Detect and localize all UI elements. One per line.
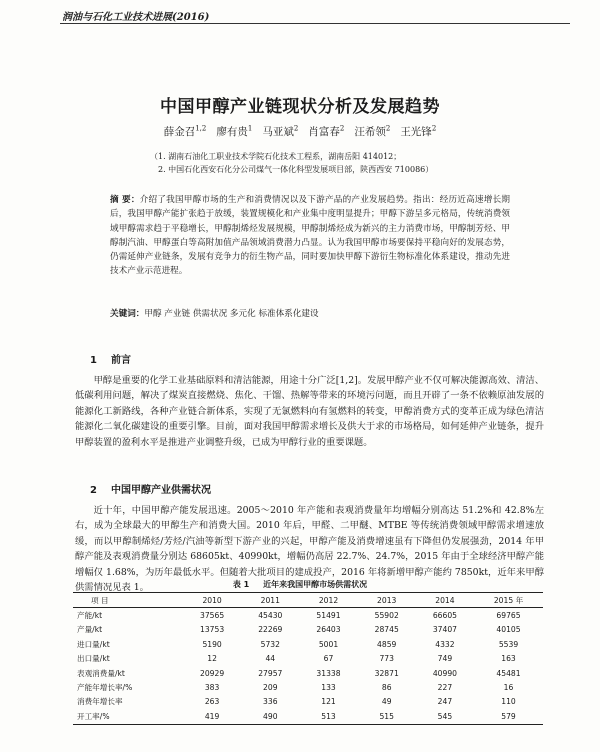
- table-cell: 86: [381, 683, 392, 693]
- affiliation-line: （1. 湖南石油化工职业技术学院石化技术工程系，湖南岳阳 414012；: [150, 152, 402, 161]
- running-head: 润油与石化工业技术进展(2016): [62, 12, 210, 23]
- supply-demand-table: [73, 592, 543, 725]
- table-cell: 40105: [496, 625, 521, 635]
- table-cell: 49: [381, 697, 392, 707]
- section-title: 前言: [110, 355, 131, 366]
- table-cell: 26403: [316, 625, 341, 635]
- table-cell: 67: [323, 654, 334, 664]
- table-cell: 336: [263, 697, 278, 707]
- section-paragraph: 甲醇是重要的化学工业基础原料和清洁能源，用途十分广泛[1,2]。发展甲醇产业不仅可解决能源高效、清洁、低碳利用问题，解决了煤炭直接燃烧、焦化、干馏、热解等带来的环境污问题，而且开辟了一条不依赖原油发展的能源化工新路线，各种产业链合新体系，实现了无氯燃料向有氢燃料的转变，甲醇消费方式的变革正成为绿色清洁能源化二氧化碳建设的重要引擎。目前，面对我国甲醇需求增长及供大于求的市场格局，如何延伸产业链条，提升甲醇装置的盈利水平是推进产业调整升级，已成为甲醇行业的重要课题。: [75, 375, 544, 448]
- row-label: 开工率/%: [77, 711, 110, 721]
- table-cell: 513: [321, 711, 336, 721]
- table-cell: 5539: [498, 639, 519, 649]
- table-cell: 13753: [200, 625, 225, 635]
- table-cell: 383: [204, 683, 220, 693]
- table-cell: 490: [263, 711, 278, 721]
- affiliations: [150, 150, 433, 176]
- table-cell: 45430: [258, 611, 283, 621]
- table-cell: 22269: [258, 625, 283, 635]
- table-cell: 110: [501, 697, 516, 707]
- column-header: 2013: [358, 593, 416, 608]
- table-cell: 28745: [374, 625, 399, 635]
- author-list: [0, 124, 600, 139]
- column-header: 2015 年: [474, 593, 543, 608]
- table-cell: 419: [204, 711, 220, 721]
- table-number: 表 1: [232, 580, 250, 589]
- section-number: 1: [90, 355, 97, 366]
- table-cell: 4859: [377, 639, 397, 649]
- table-cell: 5001: [318, 639, 339, 649]
- table-cell: 37407: [432, 625, 457, 635]
- section-heading: [90, 351, 131, 366]
- table-cell: 5732: [260, 639, 280, 649]
- table-cell: 44: [265, 654, 276, 664]
- table-cell: 45481: [496, 668, 521, 678]
- column-header: 2010: [183, 593, 241, 608]
- row-label: 产量/kt: [77, 625, 103, 635]
- affiliation-line: 2. 中国石化西安石化分公司煤气一体化科型发展项目部，陕西西安 710086）: [158, 165, 434, 174]
- table-cell: 40990: [432, 668, 457, 678]
- row-label: 产能年增长率/%: [77, 683, 133, 693]
- row-label: 产能/kt: [77, 611, 103, 621]
- abstract-label: 摘 要：: [110, 195, 140, 205]
- keywords-text: 甲醇 产业链 供需状况 多元化 标准体系化建设: [144, 309, 319, 319]
- table-cell: 545: [437, 711, 453, 721]
- table-row: [73, 637, 543, 651]
- table-cell: 247: [437, 697, 453, 707]
- table-cell: 27957: [258, 668, 283, 678]
- table-row: [73, 695, 543, 709]
- table-cell: 37565: [200, 611, 225, 621]
- author: 马亚斌$^2$: [262, 124, 299, 138]
- row-label: 进口量/kt: [77, 639, 110, 649]
- table-row: [73, 608, 543, 623]
- table-cell: 69765: [496, 611, 521, 621]
- table-row: [73, 623, 543, 637]
- table-cell: 5190: [202, 639, 222, 649]
- table-header-row: [73, 593, 543, 608]
- table-row: [73, 680, 543, 694]
- table-cell: 227: [437, 683, 453, 693]
- header-rule: [60, 23, 570, 24]
- column-header: 2011: [241, 593, 299, 608]
- column-header: 项 目: [73, 593, 183, 608]
- section-title: 中国甲醇产业供需状况: [110, 485, 211, 496]
- column-header: 2014: [416, 593, 474, 608]
- paper-title: 中国甲醇产业链现状分析及发展趋势: [160, 97, 440, 117]
- table-row: [73, 709, 543, 724]
- table-cell: 31338: [316, 668, 341, 678]
- table-cell: 749: [437, 654, 453, 664]
- table-row: [73, 652, 543, 666]
- keywords-label: 关键词：: [110, 309, 145, 319]
- table-cell: 66605: [432, 611, 457, 621]
- table-cell: 263: [204, 697, 220, 707]
- table-cell: 4332: [435, 639, 455, 649]
- table-title: 近年来我国甲醇市场供需状况: [263, 580, 368, 589]
- table-caption: [0, 579, 600, 590]
- author: 肖富春$^2$: [308, 124, 345, 138]
- author: 廖有贵$^1$: [216, 124, 253, 138]
- table-row: [73, 666, 543, 680]
- table-cell: 32871: [374, 668, 399, 678]
- table-cell: 51491: [316, 611, 341, 621]
- table-cell: 55902: [374, 611, 399, 621]
- abstract-text: 介绍了我国甲醇市场的生产和消费情况以及下游产品的产业发展趋势。指出：经历近高速增长期后，我国甲醇产能扩张趋于放缓，装置规模化和产业集中度明显提升；甲醇下游呈多元格局，传统消费领域甲醇需求趋于平稳增长，甲醇制烯烃发展规模，甲醇制烯烃成为新兴的主力消费市场，甲醇制芳烃、甲醇制汽油、甲醇蛋白等高附加值产品领域消费潜力凸显。认为我国甲醇市场要保持平稳向好的发展态势，仍需延伸产业链条，发展有竞争力的衍生物产品，同时要加快甲醇下游衍生物标准化体系建设，推动先进技术产业示范进程。: [110, 195, 510, 277]
- keywords: [110, 307, 510, 319]
- table-cell: 12: [207, 654, 217, 664]
- author: 薛金召$^{1,2}$: [163, 124, 207, 138]
- table-cell: 209: [263, 683, 278, 693]
- section-heading: [90, 481, 211, 496]
- table-cell: 579: [501, 711, 516, 721]
- author: 汪希领$^2$: [354, 124, 391, 138]
- abstract: [110, 193, 510, 279]
- table-cell: 163: [501, 654, 516, 664]
- section-paragraph: 近十年，中国甲醇产能发展迅速。2005～2010 年产能和表观消费量年均增幅分别高达 51.2%和 42.8%左右，成为全球最大的甲醇生产和消费大国。2010 年后，甲醛、二甲醚、MTBE 等传统消费领域甲醇需求增速放缓，而以甲醇制烯烃/芳烃/汽油等新型下游产业的兴起，甲醇产能及消费增速虽有下降但仍发展强劲，2014 年甲醇产能及表观消费量分别达 68605kt、40990kt，增幅仍高居 22.7%、24.7%，2015 年由于全球经济甲醇产能增幅仅 1.68%，为历年最低水平。但随着大批项目的建成投产，2016 年将新增甲醇产能约 7850kt，近年来甲醇供需情况见表 1。: [75, 505, 544, 594]
- author: 王光锋$^2$: [400, 124, 437, 138]
- table-cell: 20929: [200, 668, 225, 678]
- table-cell: 773: [379, 654, 394, 664]
- column-header: 2012: [299, 593, 357, 608]
- row-label: 消费年增长率: [77, 697, 123, 707]
- row-label: 出口量/kt: [77, 654, 110, 664]
- row-label: 表观消费量/kt: [77, 668, 125, 678]
- table-cell: 16: [503, 683, 514, 693]
- table-cell: 515: [379, 711, 394, 721]
- table-cell: 133: [321, 683, 336, 693]
- section-number: 2: [90, 485, 97, 496]
- table-cell: 121: [321, 697, 336, 707]
